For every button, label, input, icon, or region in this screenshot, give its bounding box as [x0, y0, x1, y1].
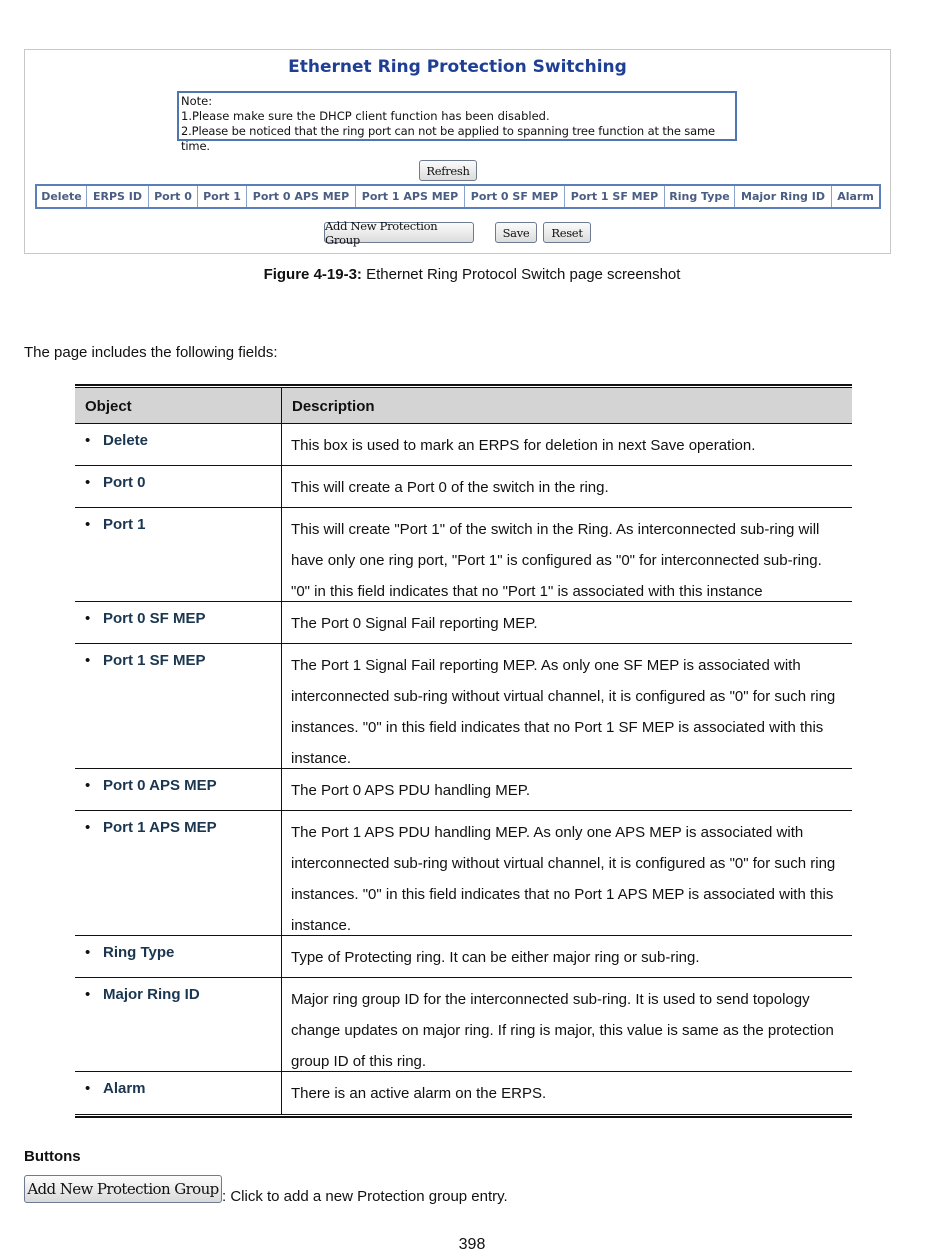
table-row [75, 769, 852, 811]
row-description: This will create "Port 1" of the switch in the Ring. As interconnected sub-ring will have only one ring port, "Port 1" is configured as "0" for interconnected sub-ring. "0" in this field indicates that no "Port 1" is associated with this instance [291, 521, 822, 600]
screenshot-title: Ethernet Ring Protection Switching [288, 57, 627, 77]
row-description: Major ring group ID for the interconnected sub-ring. It is used to send topology change updates on major ring. If ring is major, this value is same as the protection group ID of this ring. [291, 991, 834, 1070]
row-object: Major Ring ID [103, 986, 200, 1003]
row-object: Port 0 [103, 474, 146, 491]
header-object: Object [75, 388, 282, 423]
row-description: Type of Protecting ring. It can be either major ring or sub-ring. [291, 949, 700, 966]
bullet-icon: • [85, 474, 91, 491]
row-description: The Port 1 APS PDU handling MEP. As only one APS MEP is associated with interconnected sub-ring without virtual channel, it is configured as "0" for such ring instances. "0" in this field indicates that no Port 1 APS MEP is associated with this instance. [291, 824, 836, 934]
header-description: Description [292, 398, 375, 415]
row-description: There is an active alarm on the ERPS. [291, 1085, 547, 1102]
column-header-port-1-sf-mep: Port 1 SF MEP [565, 186, 665, 207]
figure-caption [0, 266, 944, 283]
bullet-icon: • [85, 819, 91, 836]
row-description: The Port 0 APS PDU handling MEP. [291, 782, 531, 799]
bullet-icon: • [85, 610, 91, 627]
fields-table [75, 384, 852, 1118]
row-object: Port 1 SF MEP [103, 652, 206, 669]
table-row [75, 936, 852, 978]
page-number: 398 [458, 1236, 486, 1253]
row-object: Port 1 APS MEP [103, 819, 217, 836]
row-object: Alarm [103, 1080, 146, 1097]
row-object: Port 1 [103, 516, 146, 533]
table-row [75, 811, 852, 936]
column-header-alarm: Alarm [837, 190, 874, 203]
erps-table-header [35, 184, 881, 209]
column-header-port-1-aps-mep: Port 1 APS MEP [356, 186, 465, 207]
table-row [75, 424, 852, 466]
table-row [75, 978, 852, 1072]
figure-text: Ethernet Ring Protocol Switch page screenshot [361, 266, 681, 283]
refresh-button[interactable]: Refresh [419, 160, 477, 181]
intro-text: The page includes the following fields: [24, 344, 278, 361]
column-header-port-1: Port 1 [198, 186, 247, 207]
note-line: Note: [181, 94, 213, 108]
screenshot-panel [24, 49, 891, 254]
row-object: Port 0 APS MEP [103, 777, 217, 794]
row-description: The Port 0 Signal Fail reporting MEP. [291, 615, 538, 632]
table-row [75, 602, 852, 644]
row-description: The Port 1 Signal Fail reporting MEP. As only one SF MEP is associated with interconnected sub-ring without virtual channel, it is configured as "0" for such ring instances. "0" in this field indicates that no Port 1 SF MEP is associated with this instance. [291, 657, 836, 767]
table-header-row [75, 388, 852, 424]
note-line: 2.Please be noticed that the ring port can not be applied to spanning tree function at the same time. [181, 124, 715, 153]
row-object: Ring Type [103, 944, 175, 961]
column-header-ring-type: Ring Type [665, 186, 735, 207]
table-row [75, 1072, 852, 1114]
row-description: This will create a Port 0 of the switch in the ring. [291, 479, 609, 496]
reset-button[interactable]: Reset [543, 222, 591, 243]
add-new-protection-group-button[interactable]: Add New Protection Group [324, 222, 474, 243]
bullet-icon: • [85, 1080, 91, 1097]
column-header-port-0-aps-mep: Port 0 APS MEP [247, 186, 356, 207]
add-new-protection-group-example-button[interactable]: Add New Protection Group [24, 1175, 222, 1203]
note-line: 1.Please make sure the DHCP client function has been disabled. [181, 109, 550, 123]
column-header-port-0-sf-mep: Port 0 SF MEP [465, 186, 565, 207]
column-header-erps-id: ERPS ID [87, 186, 149, 207]
button-description: : Click to add a new Protection group entry. [222, 1188, 508, 1205]
bullet-icon: • [85, 986, 91, 1003]
table-row [75, 466, 852, 508]
table-row [75, 644, 852, 769]
row-object: Port 0 SF MEP [103, 610, 206, 627]
column-header-delete: Delete [37, 186, 87, 207]
row-description: This box is used to mark an ERPS for deletion in next Save operation. [291, 437, 756, 454]
figure-label: Figure 4-19-3: [263, 266, 362, 283]
buttons-heading: Buttons [24, 1148, 81, 1165]
bullet-icon: • [85, 944, 91, 961]
row-object: Delete [103, 432, 149, 449]
table-bottom-rule [75, 1114, 852, 1118]
column-header-port-0: Port 0 [149, 186, 198, 207]
bullet-icon: • [85, 516, 91, 533]
table-row [75, 508, 852, 602]
column-header-major-ring-id: Major Ring ID [735, 186, 832, 207]
bullet-icon: • [85, 652, 91, 669]
note-box [177, 91, 737, 153]
save-button[interactable]: Save [495, 222, 537, 243]
bullet-icon: • [85, 432, 91, 449]
bullet-icon: • [85, 777, 91, 794]
